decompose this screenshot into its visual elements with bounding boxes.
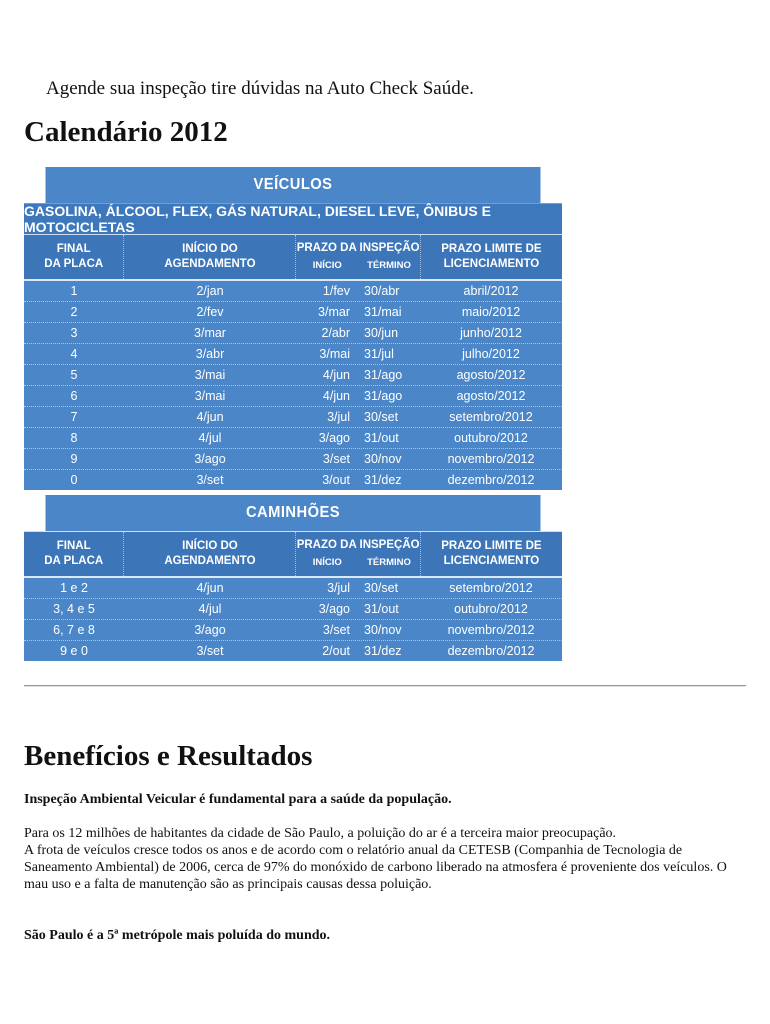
- caminhoes-table-title: CAMINHÕES: [46, 495, 541, 531]
- header-inicio-line1: INÍCIO DO: [182, 243, 238, 255]
- cell-inicio-agendamento: 2/jan: [196, 284, 224, 298]
- header-prazo-limite: [421, 235, 562, 279]
- caminhoes-table: [24, 495, 562, 661]
- cell-prazo-termino: 30/set: [364, 410, 399, 424]
- header-prazo-inspecao: [296, 532, 420, 576]
- cell-limite-licenciamento: julho/2012: [462, 347, 520, 361]
- veiculos-table-body: [24, 279, 562, 490]
- header-inicio-agendamento: [124, 532, 296, 576]
- cell-limite-licenciamento: abril/2012: [463, 284, 519, 298]
- cell-prazo-inicio: 3/ago: [318, 602, 350, 616]
- table-row: [24, 344, 562, 365]
- header-prazo: PRAZO DA INSPEÇÃO: [296, 539, 420, 551]
- cell-prazo-inicio: 1/fev: [322, 284, 350, 298]
- cell-final-placa: 6: [70, 389, 78, 403]
- table-row: [24, 449, 562, 470]
- beneficios-title: Benefícios e Resultados: [24, 740, 313, 772]
- header-final-line1: FINAL: [56, 243, 91, 255]
- cell-prazo-inicio: 3/set: [322, 452, 350, 466]
- cell-prazo-termino: 30/nov: [364, 452, 402, 466]
- header-final-line2: DA PLACA: [44, 258, 104, 270]
- cell-final-placa: 3, 4 e 5: [53, 602, 95, 616]
- cell-inicio-agendamento: 3/set: [196, 644, 224, 658]
- cell-inicio-agendamento: 4/jun: [196, 581, 224, 595]
- cell-limite-licenciamento: outubro/2012: [454, 431, 528, 445]
- cell-prazo-inicio: 4/jun: [322, 389, 350, 403]
- cell-final-placa: 4: [70, 347, 78, 361]
- cell-limite-licenciamento: novembro/2012: [447, 452, 535, 466]
- header-prazo-inspecao: [296, 235, 420, 279]
- cell-prazo-inicio: 3/mar: [318, 305, 350, 319]
- cell-prazo-inicio: 3/jul: [327, 410, 350, 424]
- cell-final-placa: 9: [70, 452, 78, 466]
- table-row: [24, 578, 562, 599]
- cell-prazo-termino: 31/out: [364, 431, 399, 445]
- cell-prazo-termino: 30/abr: [364, 284, 400, 298]
- cell-limite-licenciamento: novembro/2012: [447, 623, 535, 637]
- cell-final-placa: 9 e 0: [60, 644, 88, 658]
- cell-inicio-agendamento: 3/ago: [194, 452, 226, 466]
- header-inicio-line1: INÍCIO DO: [182, 540, 238, 552]
- cell-inicio-agendamento: 3/mai: [194, 389, 226, 403]
- beneficios-closing: São Paulo é a 5ª metrópole mais poluída do mundo.: [24, 928, 331, 943]
- cell-limite-licenciamento: dezembro/2012: [447, 473, 535, 487]
- beneficios-body: [24, 825, 754, 893]
- cell-prazo-termino: 31/ago: [364, 368, 403, 382]
- table-row: [24, 407, 562, 428]
- table-row: [24, 428, 562, 449]
- table-row: [24, 323, 562, 344]
- cell-inicio-agendamento: 3/set: [196, 473, 224, 487]
- header-inicio-agendamento: [124, 235, 296, 279]
- cell-final-placa: 8: [70, 431, 78, 445]
- table-row: [24, 302, 562, 323]
- cell-inicio-agendamento: 3/abr: [195, 347, 225, 361]
- header-limite-line2: LICENCIAMENTO: [443, 555, 540, 567]
- cell-inicio-agendamento: 2/fev: [196, 305, 224, 319]
- cell-prazo-termino: 31/dez: [364, 473, 402, 487]
- table-row: [24, 599, 562, 620]
- header-prazo-termino: TÉRMINO: [367, 260, 411, 271]
- horizontal-divider: [24, 685, 746, 687]
- cell-final-placa: 1: [70, 284, 78, 298]
- cell-prazo-termino: 30/nov: [364, 623, 402, 637]
- cell-final-placa: 0: [70, 473, 78, 487]
- table-row: [24, 641, 562, 661]
- intro-text: Agende sua inspeção tire dúvidas na Auto Check Saúde.: [46, 78, 474, 99]
- table-row: [24, 386, 562, 407]
- header-prazo: PRAZO DA INSPEÇÃO: [296, 242, 420, 254]
- cell-limite-licenciamento: agosto/2012: [456, 368, 526, 382]
- calendar-title: Calendário 2012: [24, 116, 228, 148]
- cell-prazo-termino: 31/mai: [364, 305, 402, 319]
- cell-inicio-agendamento: 4/jul: [198, 431, 222, 445]
- cell-limite-licenciamento: setembro/2012: [449, 410, 533, 424]
- header-prazo-inicio: INÍCIO: [312, 557, 342, 568]
- cell-prazo-termino: 31/jul: [364, 347, 394, 361]
- header-final-placa: [24, 235, 124, 279]
- cell-final-placa: 1 e 2: [60, 581, 88, 595]
- cell-prazo-inicio: 3/mai: [319, 347, 350, 361]
- header-final-line1: FINAL: [56, 540, 91, 552]
- table-row: [24, 470, 562, 490]
- cell-prazo-termino: 30/set: [364, 581, 399, 595]
- cell-final-placa: 3: [70, 326, 78, 340]
- cell-limite-licenciamento: dezembro/2012: [447, 644, 535, 658]
- header-final-placa: [24, 532, 124, 576]
- cell-limite-licenciamento: outubro/2012: [454, 602, 528, 616]
- veiculos-table-header: [24, 235, 562, 279]
- cell-limite-licenciamento: setembro/2012: [449, 581, 533, 595]
- header-inicio-line2: AGENDAMENTO: [164, 555, 256, 567]
- cell-inicio-agendamento: 4/jul: [198, 602, 222, 616]
- cell-inicio-agendamento: 3/mai: [194, 368, 226, 382]
- cell-prazo-termino: 31/ago: [364, 389, 403, 403]
- caminhoes-table-body: [24, 576, 562, 661]
- header-limite-line1: PRAZO LIMITE DE: [441, 243, 542, 255]
- cell-prazo-termino: 30/jun: [364, 326, 399, 340]
- cell-limite-licenciamento: maio/2012: [461, 305, 521, 319]
- beneficios-paragraph-2: A frota de veículos cresce todos os anos e de acordo com o relatório anual da CETESB (Companhia de Tecnologia de Saneamento Ambiental) de 2006, cerca de 97% do monóxido de carbono liberado na atmosfera é proveniente dos veículos. O mau uso e a falta de manutenção são as principais causas dessa poluição.: [24, 843, 727, 892]
- cell-prazo-termino: 31/out: [364, 602, 399, 616]
- cell-prazo-inicio: 3/jul: [327, 581, 350, 595]
- cell-final-placa: 5: [70, 368, 78, 382]
- header-limite-line2: LICENCIAMENTO: [443, 258, 540, 270]
- header-inicio-line2: AGENDAMENTO: [164, 258, 256, 270]
- cell-final-placa: 2: [70, 305, 78, 319]
- cell-prazo-inicio: 3/ago: [318, 431, 350, 445]
- cell-limite-licenciamento: junho/2012: [460, 326, 522, 340]
- table-row: [24, 620, 562, 641]
- cell-inicio-agendamento: 4/jun: [196, 410, 224, 424]
- table-row: [24, 281, 562, 302]
- beneficios-lead: Inspeção Ambiental Veicular é fundamental para a saúde da população.: [24, 792, 452, 807]
- cell-inicio-agendamento: 3/ago: [194, 623, 226, 637]
- header-limite-line1: PRAZO LIMITE DE: [441, 540, 542, 552]
- cell-prazo-inicio: 4/jun: [322, 368, 350, 382]
- beneficios-paragraph-1: Para os 12 milhões de habitantes da cidade de São Paulo, a poluição do ar é a terceira maior preocupação.: [24, 826, 617, 841]
- table-row: [24, 365, 562, 386]
- caminhoes-table-header: [24, 531, 562, 576]
- veiculos-table-subtitle: GASOLINA, ÁLCOOL, FLEX, GÁS NATURAL, DIESEL LEVE, ÔNIBUS E MOTOCICLETAS: [24, 203, 562, 235]
- veiculos-table: [24, 167, 562, 490]
- veiculos-table-title: VEÍCULOS: [46, 167, 541, 203]
- cell-prazo-inicio: 2/out: [322, 644, 350, 658]
- cell-prazo-inicio: 2/abr: [321, 326, 350, 340]
- cell-final-placa: 6, 7 e 8: [53, 623, 95, 637]
- cell-inicio-agendamento: 3/mar: [194, 326, 226, 340]
- cell-prazo-termino: 31/dez: [364, 644, 402, 658]
- header-final-line2: DA PLACA: [44, 555, 104, 567]
- header-prazo-limite: [421, 532, 562, 576]
- cell-final-placa: 7: [70, 410, 78, 424]
- header-prazo-termino: TÉRMINO: [367, 557, 411, 568]
- cell-prazo-inicio: 3/out: [322, 473, 350, 487]
- cell-prazo-inicio: 3/set: [322, 623, 350, 637]
- cell-limite-licenciamento: agosto/2012: [456, 389, 526, 403]
- header-prazo-inicio: INÍCIO: [312, 260, 342, 271]
